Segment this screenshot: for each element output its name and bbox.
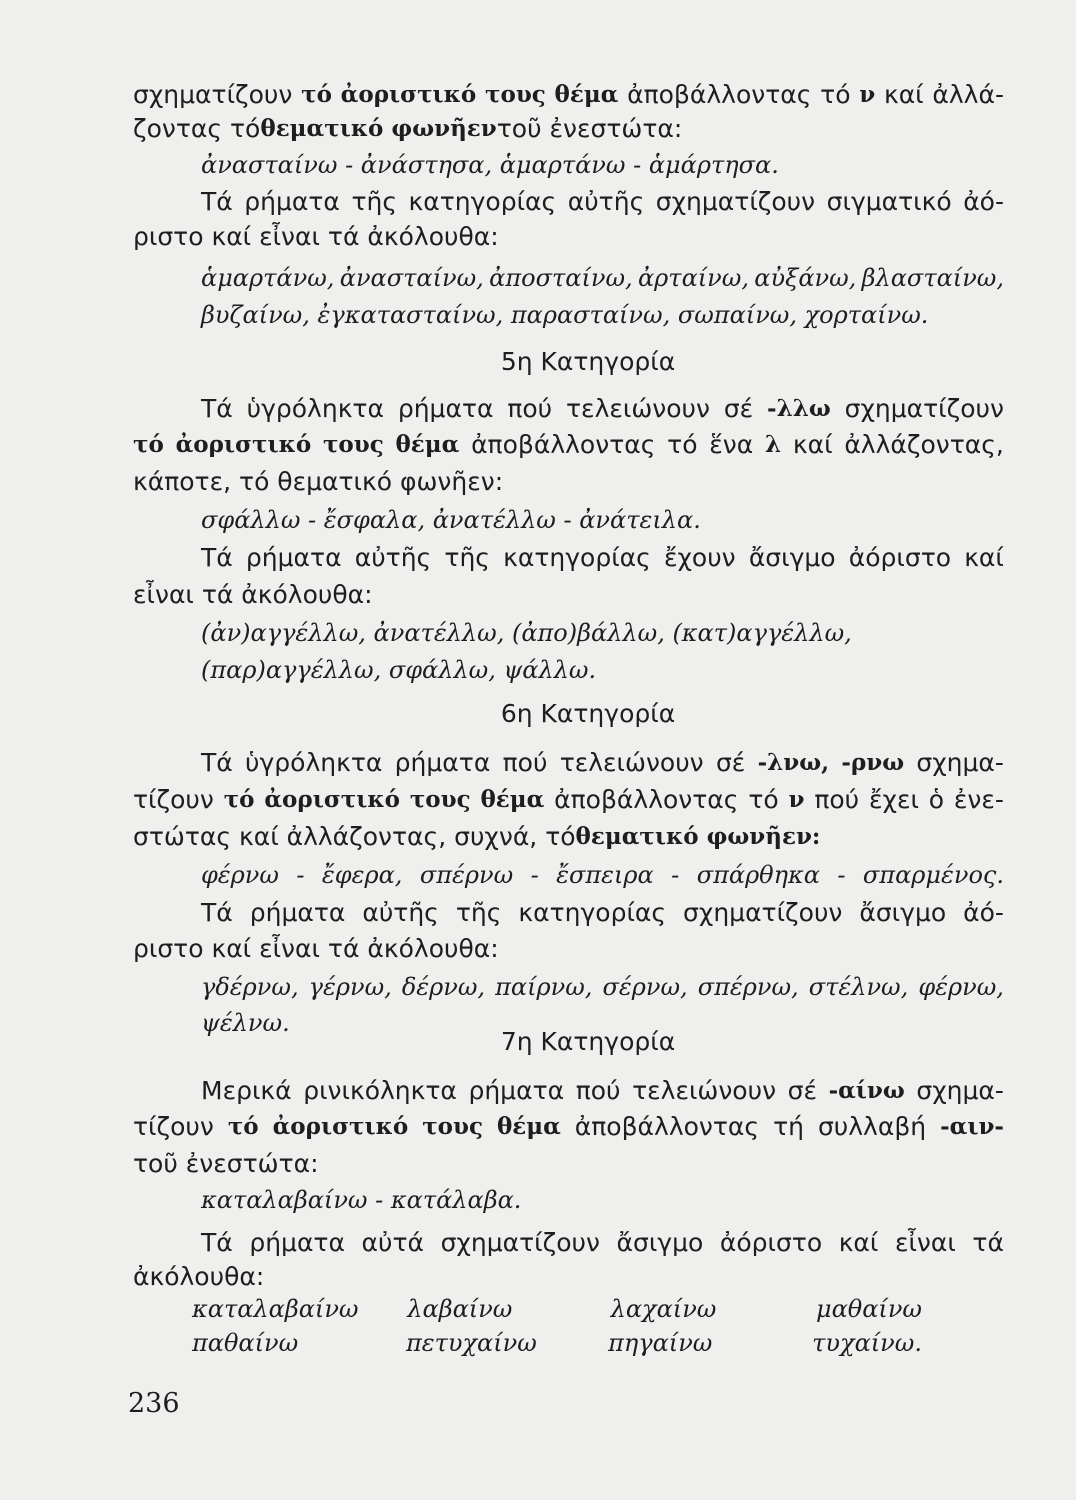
paragraph-line: Τά ρήματα αὐτῆς τῆς κατηγορίας ἔχουν ἄσιγμο ἀόριστο καί <box>201 543 1004 572</box>
verb-list-item: πετυχαίνω <box>405 1329 537 1357</box>
verb-list-item: παθαίνω <box>192 1329 299 1357</box>
section-heading: 5η Κατηγορία <box>500 347 676 376</box>
intro-line: σχηματίζουν τό ἀοριστικό τους θέμα ἀποβάλλοντας τό ν καί ἀλλά- <box>133 80 1004 109</box>
intro-line: Τά ρήματα τῆς κατηγορίας αὐτῆς σχηματίζουν σιγματικό ἀό- <box>201 187 1004 216</box>
paragraph-line: ἀκόλουθα: <box>133 1262 265 1291</box>
paragraph-line: καταλαβαίνω - κατάλαβα. <box>201 1186 522 1214</box>
paragraph-line: τοῦ ἐνεστώτα: <box>133 1149 319 1178</box>
paragraph-line: τίζουν τό ἀοριστικό τους θέμα ἀποβάλλοντας τό ν πού ἔχει ὁ ἐνε- <box>133 785 1004 814</box>
verb-list-item: λαχαίνω <box>610 1295 717 1323</box>
paragraph-line: (παρ)αγγέλλω, σφάλλω, ψάλλω. <box>201 656 597 684</box>
paragraph-line: (ἀν)αγγέλλω, ἀνατέλλω, (ἀπο)βάλλω, (κατ)αγγέλλω, <box>201 619 852 647</box>
paragraph-line: γδέρνω, γέρνω, δέρνω, παίρνω, σέρνω, σπέρνω, στέλνω, φέρνω, <box>201 973 1004 1001</box>
paragraph-line: κάποτε, τό θεματικό φωνῆεν: <box>133 467 504 496</box>
verb-list-row <box>192 1326 922 1360</box>
paragraph-line: φέρνω - ἔφερα, σπέρνω - ἔσπειρα - σπάρθηκα - σπαρμένος. <box>201 861 1004 889</box>
intro-line: βυζαίνω, ἐγκατασταίνω, παρασταίνω, σωπαίνω, χορταίνω. <box>201 301 929 329</box>
verb-list-item: λαβαίνω <box>407 1295 513 1323</box>
paragraph-line: σφάλλω - ἔσφαλα, ἀνατέλλω - ἀνάτειλα. <box>201 506 701 534</box>
verb-list-item: τυχαίνω. <box>812 1329 922 1357</box>
section-heading: 7η Κατηγορία <box>500 1027 676 1056</box>
paragraph-line: ριστο καί εἶναι τά ἀκόλουθα: <box>133 934 499 963</box>
paragraph-line: στώτας καί ἀλλάζοντας, συχνά, τό θεματικό φωνῆεν: <box>133 822 821 851</box>
verb-list-grid <box>192 1292 922 1360</box>
verb-list-item: πηγαίνω <box>608 1329 713 1357</box>
paragraph-line: τίζουν τό ἀοριστικό τους θέμα ἀποβάλλοντας τή συλλαβή -αιν- <box>133 1112 1004 1141</box>
page-number: 236 <box>128 1388 180 1419</box>
intro-line: ἀνασταίνω - ἀνάστησα, ἁμαρτάνω - ἁμάρτησα. <box>201 151 779 179</box>
paragraph-line: Τά ρήματα αὐτῆς τῆς κατηγορίας σχηματίζουν ἄσιγμο ἀό- <box>201 898 1004 927</box>
paragraph-line: Τά ὑγρόληκτα ρήματα πού τελειώνουν σέ -λνω, -ρνω σχημα- <box>201 748 1004 777</box>
paragraph-line: τό ἀοριστικό τους θέμα ἀποβάλλοντας τό ἕνα λ καί ἀλλάζοντας, <box>133 430 1004 459</box>
paragraph-line: Μερικά ρινικόληκτα ρήματα πού τελειώνουν σέ -αίνω σχημα- <box>201 1076 1004 1105</box>
verb-list-row <box>192 1292 922 1326</box>
section-heading: 6η Κατηγορία <box>500 699 676 728</box>
intro-line: ριστο καί εἶναι τά ἀκόλουθα: <box>133 222 499 251</box>
verb-list-item: μαθαίνω <box>815 1295 922 1323</box>
intro-line: ζοντας τό θεματικό φωνῆεν τοῦ ἐνεστώτα: <box>133 114 683 143</box>
paragraph-line: εἶναι τά ἀκόλουθα: <box>133 580 373 609</box>
intro-line: ἁμαρτάνω, ἀνασταίνω, ἀποσταίνω, ἀρταίνω, αὐξάνω, βλασταίνω, <box>201 264 1004 292</box>
paragraph-line: Τά ὑγρόληκτα ρήματα πού τελειώνουν σέ -λλω σχηματίζουν <box>201 394 1004 423</box>
paragraph-line: ψέλνω. <box>201 1009 290 1037</box>
paragraph-line: Τά ρήματα αὐτά σχηματίζουν ἄσιγμο ἀόριστο καί εἶναι τά <box>201 1228 1004 1257</box>
verb-list-item: καταλαβαίνω <box>192 1295 359 1323</box>
